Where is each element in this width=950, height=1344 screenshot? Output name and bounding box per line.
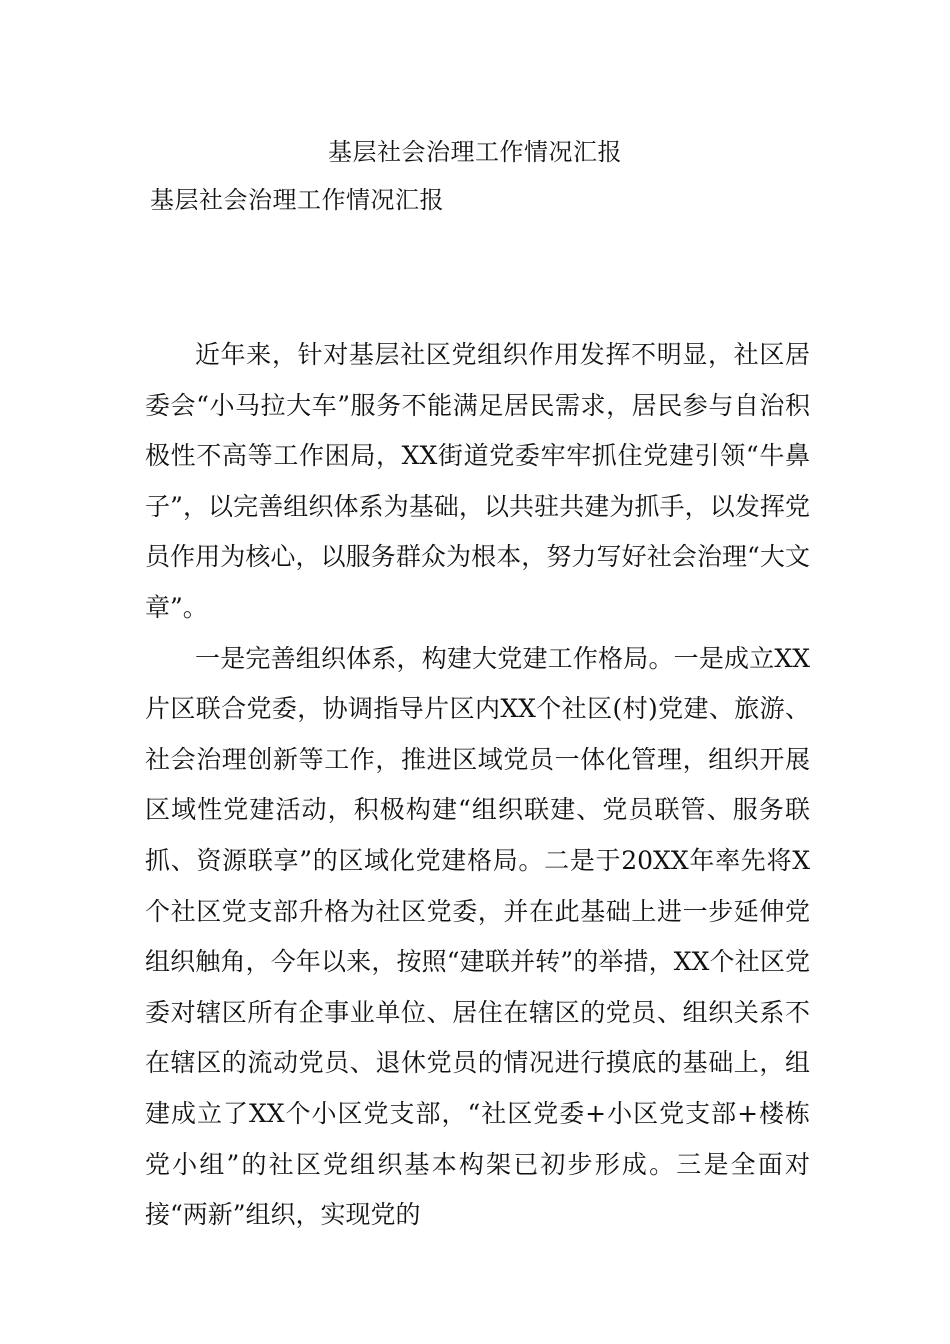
document-body bbox=[145, 330, 810, 1241]
document-subtitle: 基层社会治理工作情况汇报 bbox=[150, 186, 444, 214]
paragraph-organization-system: 一是完善组织体系，构建大党建工作格局。一是成立XX片区联合党委，协调指导片区内XX个社区(村)党建、旅游、社会治理创新等工作，推进区域党员一体化管理，组织开展区域性党建活动，积极构建“组织联建、党员联管、服务联抓、资源联享”的区域化党建格局。二是于20XX年率先将X个社区党支部升格为社区党委，并在此基础上进一步延伸党组织触角，今年以来，按照“建联并转”的举措，XX个社区党委对辖区所有企事业单位、居住在辖区的党员、组织关系不在辖区的流动党员、退休党员的情况进行摸底的基础上，组建成立了XX个小区党支部，“社区党委+小区党支部+楼栋党小组”的社区党组织基本构架已初步形成。三是全面对接“两新”组织，实现党的 bbox=[145, 643, 810, 1230]
paragraph-intro: 近年来，针对基层社区党组织作用发挥不明显，社区居委会“小马拉大车”服务不能满足居民需求，居民参与自治积极性不高等工作困局，XX街道党委牢牢抓住党建引领“牛鼻子”，以完善组织体系为基础，以共驻共建为抓手，以发挥党员作用为核心，以服务群众为根本，努力写好社会治理“大文章”。 bbox=[145, 340, 810, 622]
document-title: 基层社会治理工作情况汇报 bbox=[328, 138, 622, 166]
